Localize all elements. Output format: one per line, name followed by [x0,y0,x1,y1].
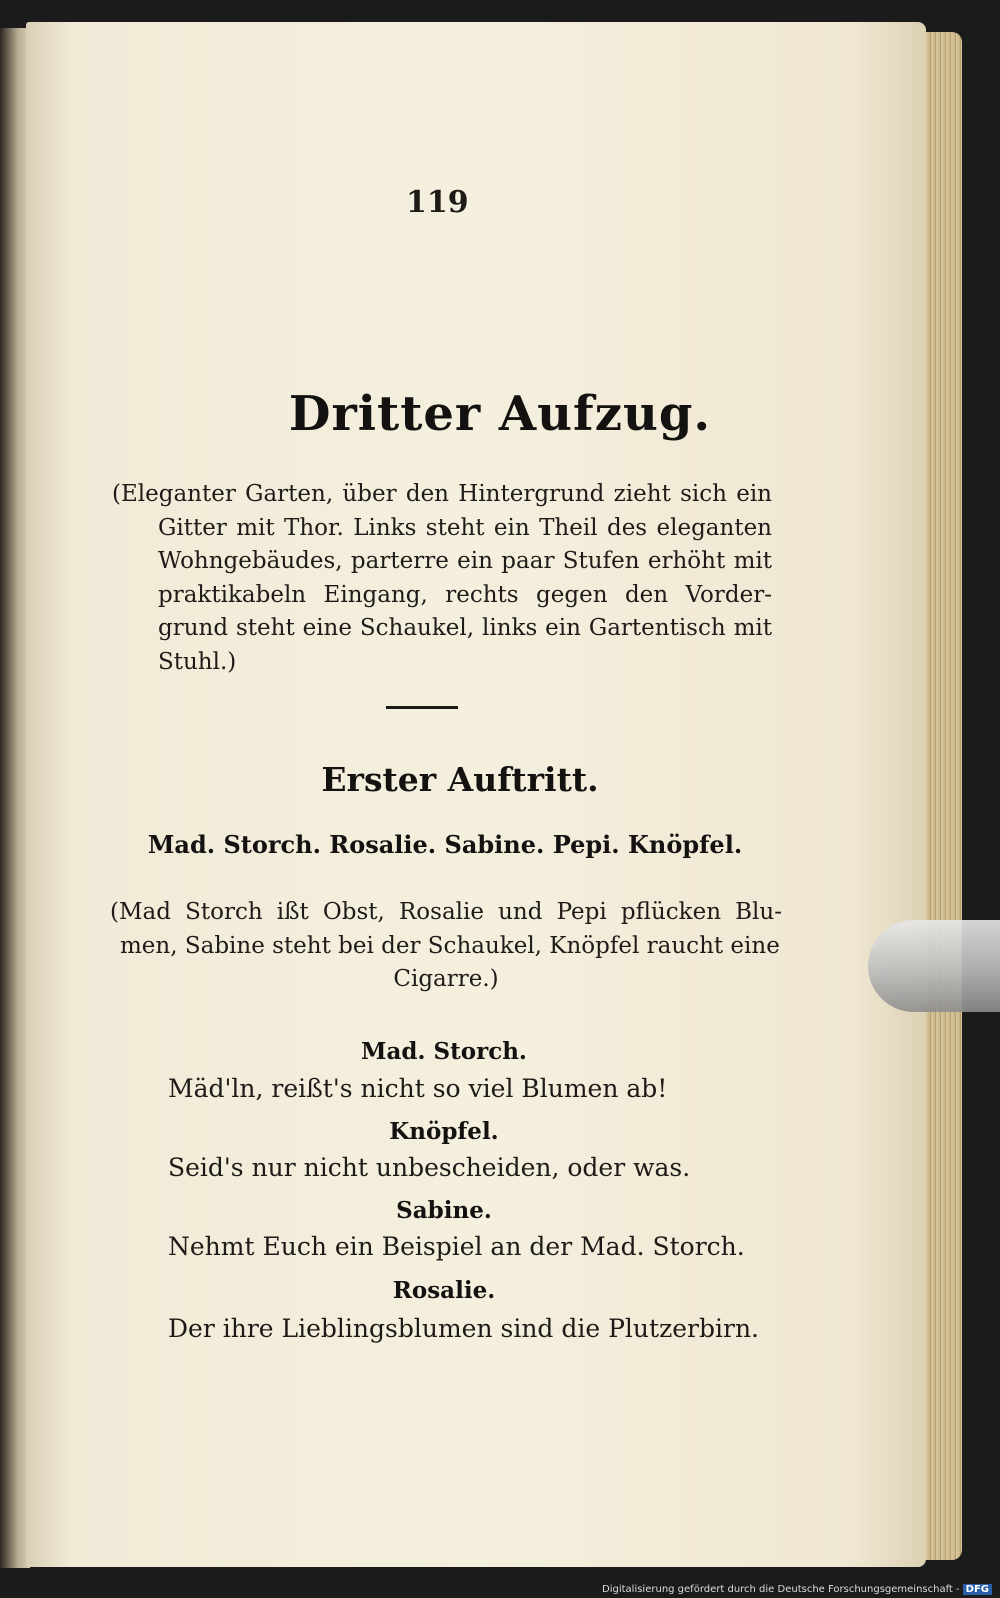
dialogue-line: Der ihre Lieblingsblumen sind die Plutzerbirn. [168,1314,759,1343]
section-divider [386,706,458,709]
dialogue-line: Nehmt Euch ein Beispiel an der Mad. Storch. [168,1232,745,1261]
scene-direction-line: (Mad Storch ißt Obst, Rosalie und Pepi pflücken Blu- [110,899,782,925]
dialogue-line: Mäd'ln, reißt's nicht so viel Blumen ab! [168,1074,668,1103]
speaker-name: Sabine. [396,1197,492,1224]
speaker-name: Rosalie. [392,1277,496,1304]
stage-direction-line: grund steht eine Schaukel, links ein Gartentisch mit [158,615,772,641]
dialogue-line: Seid's nur nicht unbescheiden, oder was. [168,1153,691,1182]
scene-title: Erster Auftritt. [321,760,599,799]
stage-direction-line: (Eleganter Garten, über den Hintergrund zieht sich ein [112,481,772,507]
stage-direction-line: mit praktikabeln Eingang, rechts gegen den Vorder- [158,548,772,608]
dfg-logo: DFG [963,1584,992,1595]
scene-direction-line: Cigarre.) [393,966,499,992]
stage-direction-line: Wohngebäudes, parterre ein paar Stufen erhöht [158,548,734,574]
page-number: 119 [406,185,469,220]
bookmark-clip [868,920,1000,1012]
act-title: Dritter Aufzug. [288,386,712,442]
footer-credit [602,1584,992,1595]
stage-direction [112,478,772,679]
scene-direction [110,896,782,997]
stage-direction-line: Stuhl.) [158,648,237,675]
footer-text: Digitalisierung gefördert durch die Deutsche Forschungsgemeinschaft - [602,1584,960,1595]
stage-direction-line: Gitter mit Thor. Links steht ein Theil des eleganten [158,514,772,541]
speaker-name: Knöpfel. [389,1118,499,1145]
speaker-name: Mad. Storch. [361,1038,527,1065]
cast-list: Mad. Storch. Rosalie. Sabine. Pepi. Knöpfel. [147,830,743,859]
scene-direction-line: men, Sabine steht bei der Schaukel, Knöpfel raucht eine [120,932,780,959]
